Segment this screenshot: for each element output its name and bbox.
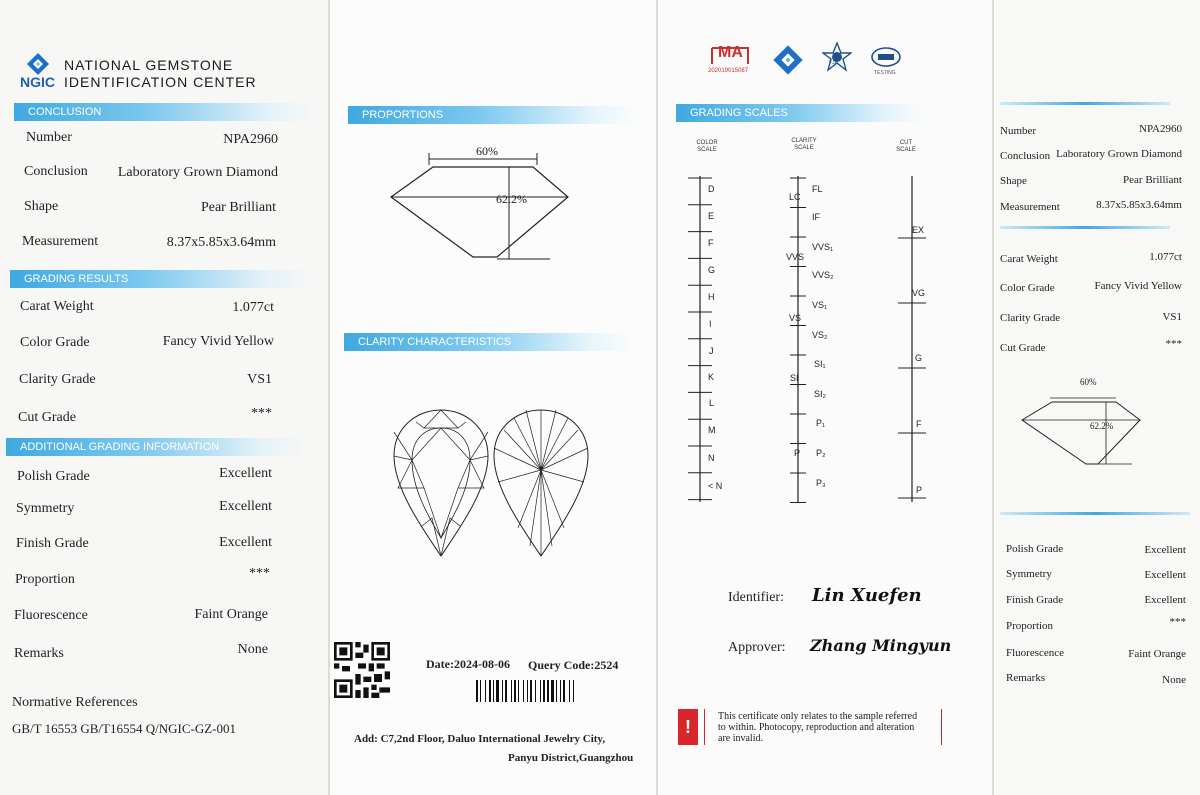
pear-pavilion-diagram bbox=[492, 408, 590, 558]
clarity-grade-fl: FL bbox=[812, 184, 823, 194]
card-symmetry-label: Symmetry bbox=[1006, 568, 1052, 580]
number-value: NPA2960 bbox=[223, 132, 278, 147]
certificate-card bbox=[994, 0, 1200, 795]
section-proportions: PROPORTIONS bbox=[348, 106, 638, 124]
clarity-group-vs: VS bbox=[789, 313, 802, 323]
color-grade-h: H bbox=[708, 292, 715, 302]
color-grade-e: E bbox=[708, 211, 715, 221]
color-grade-f: F bbox=[708, 238, 714, 248]
fluorescence-value: Faint Orange bbox=[194, 607, 268, 622]
carat-value: 1.077ct bbox=[232, 300, 274, 315]
color-grade-g: G bbox=[708, 265, 716, 275]
barcode bbox=[476, 680, 622, 702]
card-fluorescence-label: Fluorescence bbox=[1006, 647, 1065, 659]
normative-title: Normative References bbox=[12, 695, 138, 710]
shape-value: Pear Brilliant bbox=[200, 200, 276, 215]
color-grade-m: M bbox=[708, 425, 716, 435]
card-fluorescence-value: Faint Orange bbox=[1128, 648, 1186, 660]
barcode-bar bbox=[563, 680, 565, 702]
cut-label: Cut Grade bbox=[18, 410, 76, 425]
barcode-bar bbox=[551, 680, 554, 702]
barcode-bar bbox=[535, 680, 536, 702]
section-additional-info: ADDITIONAL GRADING INFORMATION bbox=[6, 438, 306, 456]
remarks-value: None bbox=[237, 642, 268, 657]
barcode-bar bbox=[527, 680, 528, 702]
cut-value: *** bbox=[251, 406, 272, 421]
card-measurement-value: 8.37x5.85x3.64mm bbox=[1096, 199, 1182, 211]
color-grade-below-n: < N bbox=[708, 481, 723, 491]
clarity-grade-p2: P₂ bbox=[816, 448, 826, 458]
cut-grade-ex: EX bbox=[912, 225, 925, 235]
card-conclusion-value: Laboratory Grown Diamond bbox=[1056, 148, 1182, 160]
color-scale-title: COLOR SCALE bbox=[696, 140, 718, 153]
number-label: Number bbox=[26, 130, 72, 145]
proportion-value: *** bbox=[249, 566, 270, 581]
cut-grade-g: G bbox=[915, 353, 923, 363]
color-grade-d: D bbox=[708, 184, 715, 194]
org-name-line1: NATIONAL GEMSTONE bbox=[64, 57, 234, 73]
card-proportion-label: Proportion bbox=[1006, 620, 1054, 632]
cma-number: 202019015087 bbox=[708, 68, 749, 74]
clarity-group-p: P bbox=[794, 448, 801, 458]
certificate-panel-scales bbox=[658, 0, 992, 795]
conclusion-value: Laboratory Grown Diamond bbox=[117, 165, 278, 180]
barcode-bar bbox=[505, 680, 507, 702]
disclaimer-line2: to within. Photocopy, reproduction and alteration bbox=[718, 722, 915, 733]
proportion-label: Proportion bbox=[15, 572, 75, 587]
barcode-bar bbox=[518, 680, 519, 702]
barcode-bar bbox=[573, 680, 574, 702]
section-conclusion: CONCLUSION bbox=[14, 103, 314, 121]
symmetry-value: Excellent bbox=[219, 499, 272, 514]
color-value: Fancy Vivid Yellow bbox=[162, 334, 274, 349]
approver-signature: Zhang Mingyun bbox=[810, 636, 952, 655]
card-polish-label: Polish Grade bbox=[1006, 543, 1064, 555]
card-conclusion-label: Conclusion bbox=[1000, 150, 1051, 162]
query-code: Query Code:2524 bbox=[528, 658, 619, 672]
clarity-group-lc: LC bbox=[789, 192, 801, 202]
barcode-bar bbox=[493, 680, 494, 702]
fja-label: FJA bbox=[829, 60, 838, 66]
clarity-grade-si1: SI₁ bbox=[814, 359, 826, 369]
disclaimer-line3: are invalid. bbox=[718, 733, 763, 744]
identifier-signature: Lin Xuefen bbox=[812, 585, 922, 606]
card-divider bbox=[1000, 226, 1170, 229]
disclaimer-line1: This certificate only relates to the sample referred bbox=[718, 711, 918, 722]
polish-value: Excellent bbox=[219, 466, 272, 481]
conclusion-label: Conclusion bbox=[24, 164, 88, 179]
table-percent: 60% bbox=[476, 144, 498, 158]
card-carat-label: Carat Weight bbox=[1000, 253, 1058, 265]
barcode-bar bbox=[556, 680, 557, 702]
card-remarks-label: Remarks bbox=[1006, 672, 1046, 684]
card-divider bbox=[1000, 102, 1170, 105]
section-grading-results: GRADING RESULTS bbox=[10, 270, 310, 288]
approver-label: Approver: bbox=[728, 640, 786, 655]
issue-date: Date:2024-08-06 bbox=[426, 657, 510, 671]
card-number-label: Number bbox=[1000, 125, 1037, 137]
cut-grade-p: P bbox=[916, 485, 923, 495]
grading-scales-axes bbox=[686, 170, 936, 510]
ngic-abbr: NGIC bbox=[20, 74, 55, 90]
polish-label: Polish Grade bbox=[17, 469, 90, 484]
normative-refs: GB/T 16553 GB/T16554 Q/NGIC-GZ-001 bbox=[12, 721, 237, 736]
card-shape-value: Pear Brilliant bbox=[1123, 174, 1182, 186]
identifier-label: Identifier: bbox=[728, 590, 784, 605]
clarity-group-vvs: VVS bbox=[786, 252, 805, 262]
certificate-panel-diagrams bbox=[330, 0, 656, 795]
card-divider bbox=[1000, 512, 1190, 515]
barcode-bar bbox=[530, 680, 532, 702]
barcode-bar bbox=[523, 680, 524, 702]
barcode-bar bbox=[543, 680, 545, 702]
card-finish-value: Excellent bbox=[1144, 594, 1186, 606]
barcode-bar bbox=[502, 680, 503, 702]
color-grade-l: L bbox=[709, 398, 715, 408]
clarity-grade-if: IF bbox=[812, 212, 820, 222]
clarity-grade-p3: P₃ bbox=[816, 478, 826, 488]
fluorescence-label: Fluorescence bbox=[14, 608, 88, 623]
finish-value: Excellent bbox=[219, 535, 272, 550]
barcode-bar bbox=[489, 680, 491, 702]
card-color-label: Color Grade bbox=[1000, 282, 1055, 294]
ngic-logo-icon bbox=[26, 52, 50, 76]
card-depth-percent: 62.2% bbox=[1090, 421, 1114, 431]
measurement-label: Measurement bbox=[22, 234, 99, 249]
card-remarks-value: None bbox=[1162, 674, 1186, 686]
warning-icon: ! bbox=[678, 709, 698, 745]
color-grade-i: I bbox=[709, 319, 712, 329]
card-finish-label: Finish Grade bbox=[1006, 594, 1064, 606]
testing-label: TESTING bbox=[874, 70, 896, 76]
certificate-panel-main bbox=[0, 0, 328, 795]
color-label: Color Grade bbox=[20, 335, 90, 350]
address-line2: Panyu District,Guangzhou bbox=[508, 752, 634, 764]
card-clarity-label: Clarity Grade bbox=[1000, 312, 1061, 324]
card-table-percent: 60% bbox=[1080, 377, 1097, 387]
barcode-bar bbox=[569, 680, 570, 702]
card-measurement-label: Measurement bbox=[1000, 201, 1060, 213]
barcode-bar bbox=[547, 680, 549, 702]
clarity-grade-vs2: VS₂ bbox=[812, 330, 828, 340]
card-carat-value: 1.077ct bbox=[1149, 251, 1182, 263]
card-shape-label: Shape bbox=[1000, 175, 1027, 187]
symmetry-label: Symmetry bbox=[16, 501, 75, 516]
barcode-bar bbox=[511, 680, 512, 702]
section-clarity-characteristics: CLARITY CHARACTERISTICS bbox=[344, 333, 634, 351]
cut-scale-title: CUT SCALE bbox=[896, 140, 916, 153]
color-grade-n: N bbox=[708, 453, 715, 463]
clarity-grade-vvs2: VVS₂ bbox=[812, 270, 834, 280]
depth-percent: 62.2% bbox=[496, 192, 527, 206]
clarity-grade-si2: SI₂ bbox=[814, 389, 826, 399]
measurement-value: 8.37x5.85x3.64mm bbox=[166, 235, 276, 250]
org-name-line2: IDENTIFICATION CENTER bbox=[64, 74, 257, 90]
ngic-diamond-icon bbox=[772, 44, 804, 76]
clarity-label: Clarity Grade bbox=[19, 372, 96, 387]
card-proportion-value: *** bbox=[1169, 616, 1186, 628]
barcode-bar bbox=[514, 680, 516, 702]
color-grade-j: J bbox=[709, 346, 714, 356]
testing-logo-icon bbox=[870, 46, 902, 68]
cut-grade-f: F bbox=[916, 419, 922, 429]
shape-label: Shape bbox=[24, 199, 59, 214]
cut-grade-vg: VG bbox=[912, 288, 926, 298]
clarity-scale-title: CLARITY SCALE bbox=[791, 138, 817, 151]
remarks-label: Remarks bbox=[14, 646, 64, 661]
barcode-bar bbox=[560, 680, 561, 702]
barcode-bar bbox=[540, 680, 541, 702]
cma-mark: MA bbox=[718, 44, 743, 61]
barcode-bar bbox=[485, 680, 486, 702]
fja-star-icon bbox=[822, 42, 852, 72]
clarity-grade-p1: P₁ bbox=[816, 418, 826, 428]
barcode-bar bbox=[480, 680, 481, 702]
clarity-value: VS1 bbox=[247, 372, 272, 387]
pear-crown-diagram bbox=[392, 408, 490, 558]
clarity-group-si: SI bbox=[790, 373, 799, 383]
clarity-grade-vvs1: VVS₁ bbox=[812, 242, 834, 252]
card-cut-value: *** bbox=[1165, 338, 1182, 350]
carat-label: Carat Weight bbox=[20, 299, 94, 314]
card-number-value: NPA2960 bbox=[1139, 123, 1182, 135]
section-grading-scales: GRADING SCALES bbox=[676, 104, 926, 122]
card-polish-value: Excellent bbox=[1144, 544, 1186, 556]
card-cut-label: Cut Grade bbox=[1000, 342, 1046, 354]
card-color-value: Fancy Vivid Yellow bbox=[1094, 280, 1182, 292]
finish-label: Finish Grade bbox=[16, 536, 89, 551]
card-symmetry-value: Excellent bbox=[1144, 569, 1186, 581]
barcode-bar bbox=[496, 680, 499, 702]
qr-code bbox=[334, 642, 390, 698]
card-clarity-value: VS1 bbox=[1162, 311, 1182, 323]
clarity-grade-vs1: VS₁ bbox=[812, 300, 828, 310]
address-line1: Add: C7,2nd Floor, Daluo International Jewelry City, bbox=[354, 733, 606, 745]
barcode-bar bbox=[476, 680, 478, 702]
color-grade-k: K bbox=[708, 372, 715, 382]
